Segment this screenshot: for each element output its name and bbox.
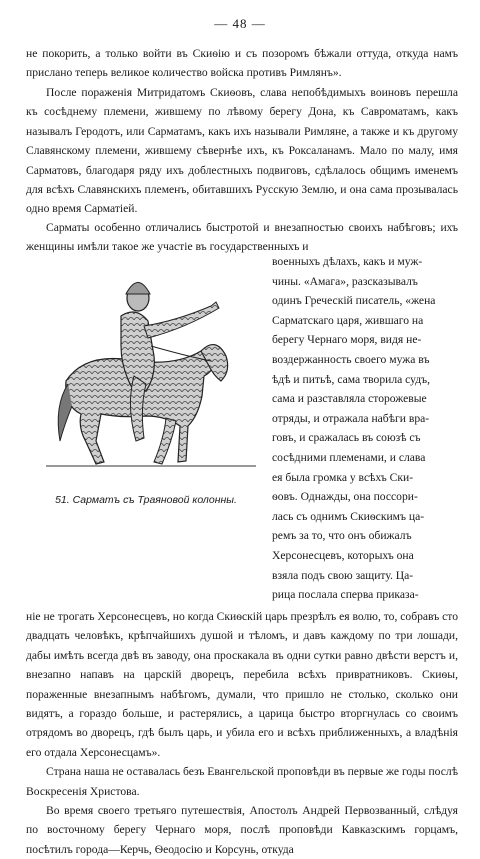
- side-line: взяла подъ свою защиту. Ца-: [272, 568, 414, 582]
- side-line: Херсонесцевъ, которыхъ она: [272, 548, 414, 562]
- figure-caption: 51. Сарматъ съ Траяновой колонны.: [55, 494, 237, 506]
- side-line: чины. «Амага», разсказывалъ: [272, 274, 418, 288]
- side-line: военныхъ дѣлахъ, какъ и муж-: [272, 255, 423, 268]
- paragraph-3: Сарматы особенно отличались быстротой и внезапностью своихъ набѣговъ; ихъ женщины имѣли такое же участіе въ государственныхъ и: [26, 221, 458, 254]
- paragraph-2: После пораженія Митридатомъ Скиѳовъ, слава непобѣдимыхъ воиновъ перешла къ сосѣднему племени, жившему по лѣвому берегу Дона, къ Савроматамъ, какъ называлъ Геродотъ, или Сарматамъ, какъ ихъ называли Римляне, а также и къ другому Славянскому племени, жившему сѣвернѣе ихъ, къ Роксаланамъ. Мало по малу, имя Сарматовъ, благодаря ряду ихъ доблестныхъ подвиговъ, сдѣлалось общимъ именемъ для всѣхъ Славянскихъ племенъ, обитавшихъ Русскую Землю, и она сама прозывалась одно время Сарматіей.: [26, 86, 458, 216]
- paragraph-5: Страна наша не оставалась безъ Евангельской проповѣди въ первые же годы послѣ Воскресенія Христова.: [26, 765, 458, 798]
- side-line: сосѣдними племенами, и слава: [272, 450, 426, 464]
- side-line: рица послала сперва приказа-: [272, 588, 419, 602]
- side-line: говъ, и сражалась въ союзѣ съ: [272, 431, 421, 445]
- paragraph-continuation: [26, 44, 458, 83]
- horseman-engraving: [26, 266, 266, 486]
- side-line: берегу Чернаго моря, видя не-: [272, 333, 422, 347]
- side-column-text: [272, 252, 458, 605]
- side-line: воздержанность своего мужа въ: [272, 352, 430, 366]
- side-line: ѳовъ. Однажды, она поссори-: [272, 490, 418, 504]
- paragraph-6: Во время своего третьяго путешествія, Апостолъ Андрей Первозванный, слѣдуя по восточному берегу Чернаго моря, послѣ проповѣди Кавказскимъ горцамъ, посѣтилъ города—Керчь, Ѳеодосію и Корсунь, откуда: [26, 804, 458, 856]
- paragraph-1: не покорить, а только войти въ Скиѳію и съ позоромъ бѣжали оттуда, откуда намъ прислано теперь великое количество войска противъ Римлянъ».: [26, 47, 458, 80]
- side-line: Сарматскаго царя, жившаго на: [272, 313, 424, 327]
- side-line: ремъ за то, что онъ обижалъ: [272, 529, 412, 543]
- side-line: лась съ однимъ Скиѳскимъ ца-: [272, 509, 425, 523]
- paragraph-4: ніе не трогать Херсонесцевъ, но когда Скиѳскій царь презрѣлъ ея волю, то, собравъ сто двадцать человѣкъ, крѣпчайшихъ душой и тѣломъ, и давъ каждому по три лошади, дабы имѣть всегда двѣ въ заводу, она проскакала въ одни сутки равно двѣсти верстъ и, внезапно напавъ на царскій дворецъ, перебила всѣхъ привратниковъ. Скиѳы, пораженные внезапнымъ набѣгомъ, думали, что пришло не столько, сколько они видятъ, а гораздо больше, и растерялись, а царица быстро вторгнулась со своимъ отрядомъ во дворецъ, гдѣ былъ царь, и убила его и всѣхъ приближенныхъ, а владѣнія его отдала Херсонесцамъ».: [26, 610, 458, 759]
- side-line: ея была громка у всѣхъ Ски-: [272, 470, 414, 484]
- page-number: — 48 —: [214, 16, 266, 31]
- side-line: одинъ Греческій писатель, «жена: [272, 294, 436, 308]
- paragraph-sarmatians: [26, 83, 458, 219]
- paragraph-raids: [26, 218, 458, 257]
- side-line: отряды, и отражала набѣги вра-: [272, 411, 430, 425]
- side-line: сама и разставляла сторожевые: [272, 392, 427, 406]
- lower-text: [26, 607, 458, 859]
- side-line: ѣдѣ и питьѣ, сама творила судъ,: [272, 372, 431, 386]
- sarmatian-rider-illustration: [26, 266, 266, 516]
